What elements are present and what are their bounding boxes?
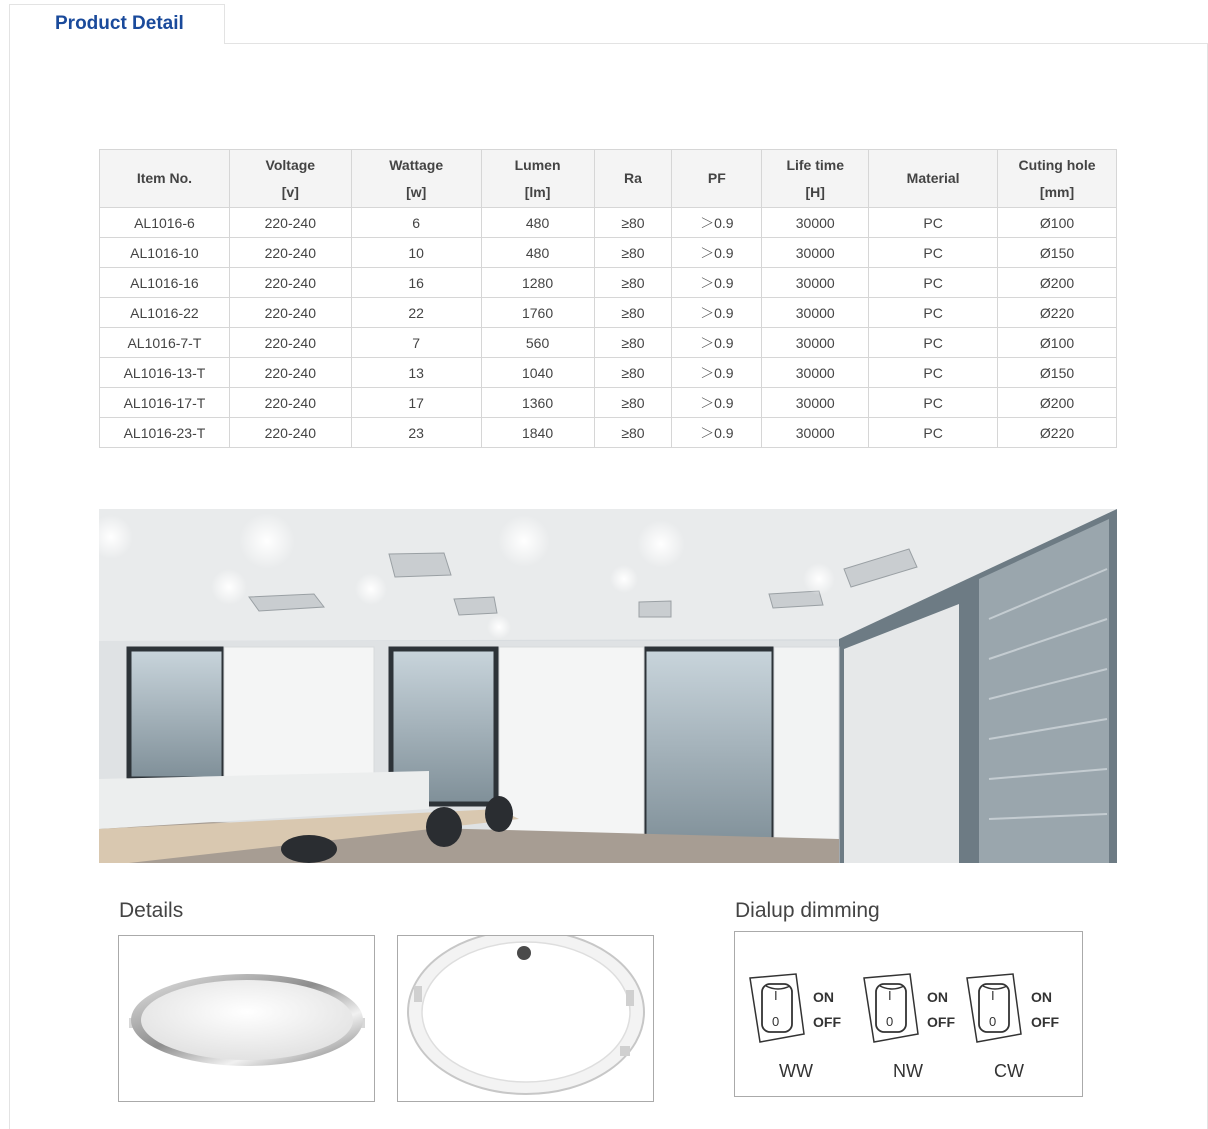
table-cell: ≥80 xyxy=(594,238,672,268)
switch-on-label: ON xyxy=(927,989,948,1005)
dimming-switch-cw xyxy=(965,972,1025,1047)
switch-label-ww: WW xyxy=(779,1061,813,1081)
table-cell: ＞0.9 xyxy=(672,358,762,388)
table-cell: 6 xyxy=(351,208,481,238)
table-cell: 30000 xyxy=(762,388,869,418)
switch-off-label: OFF xyxy=(1031,1014,1059,1030)
detail-image-back xyxy=(397,935,654,1102)
table-cell: Ø150 xyxy=(998,358,1117,388)
tab-product-detail[interactable] xyxy=(9,4,225,44)
table-row xyxy=(100,298,1117,328)
switch-pos-one: I xyxy=(991,988,995,1003)
table-cell: AL1016-22 xyxy=(100,298,230,328)
table-cell: 30000 xyxy=(762,268,869,298)
table-cell: 13 xyxy=(351,358,481,388)
table-cell: 30000 xyxy=(762,328,869,358)
office-illustration xyxy=(99,509,1117,863)
table-cell: 30000 xyxy=(762,208,869,238)
header-wattage: Wattage [w] xyxy=(351,150,481,208)
table-cell: 22 xyxy=(351,298,481,328)
table-cell: 30000 xyxy=(762,238,869,268)
downlight-back-icon xyxy=(398,936,653,1101)
switch-pos-zero: 0 xyxy=(772,1014,780,1029)
table-cell: AL1016-6 xyxy=(100,208,230,238)
table-cell: PC xyxy=(869,418,998,448)
table-cell: Ø220 xyxy=(998,298,1117,328)
table-cell: 560 xyxy=(481,328,594,358)
table-cell: ≥80 xyxy=(594,268,672,298)
table-cell: AL1016-17-T xyxy=(100,388,230,418)
table-cell: 1760 xyxy=(481,298,594,328)
switch-on-label: ON xyxy=(813,989,834,1005)
rocker-switch-icon xyxy=(862,972,922,1047)
switch-label-nw: NW xyxy=(893,1061,923,1081)
table-row xyxy=(100,358,1117,388)
table-cell: 220-240 xyxy=(229,238,351,268)
switch-cw-labels xyxy=(1031,985,1059,1035)
table-cell: AL1016-10 xyxy=(100,238,230,268)
dimming-switch-ww xyxy=(748,972,808,1047)
table-row xyxy=(100,388,1117,418)
table-cell: 1280 xyxy=(481,268,594,298)
header-lumen: Lumen [lm] xyxy=(481,150,594,208)
table-cell: PC xyxy=(869,298,998,328)
switch-nw-labels xyxy=(927,985,955,1035)
table-cell: 1840 xyxy=(481,418,594,448)
table-cell: Ø220 xyxy=(998,418,1117,448)
spec-table xyxy=(99,149,1117,448)
table-cell: Ø200 xyxy=(998,268,1117,298)
header-voltage: Voltage [v] xyxy=(229,150,351,208)
table-cell: AL1016-13-T xyxy=(100,358,230,388)
table-cell: ≥80 xyxy=(594,298,672,328)
header-material: Material xyxy=(869,150,998,208)
dimming-switch-nw xyxy=(862,972,922,1047)
table-cell: PC xyxy=(869,388,998,418)
table-cell: Ø100 xyxy=(998,328,1117,358)
header-life-time: Life time [H] xyxy=(762,150,869,208)
office-photo xyxy=(99,509,1117,863)
header-item-no: Item No. xyxy=(100,150,230,208)
table-cell: 30000 xyxy=(762,298,869,328)
table-cell: ＞0.9 xyxy=(672,388,762,418)
table-row xyxy=(100,268,1117,298)
header-cuting-hole: Cuting hole [mm] xyxy=(998,150,1117,208)
table-cell: ≥80 xyxy=(594,358,672,388)
table-cell: 30000 xyxy=(762,358,869,388)
table-cell: PC xyxy=(869,328,998,358)
table-cell: 30000 xyxy=(762,418,869,448)
header-pf: PF xyxy=(672,150,762,208)
table-cell: 220-240 xyxy=(229,388,351,418)
table-row xyxy=(100,328,1117,358)
table-header-row xyxy=(100,150,1117,208)
table-cell: 480 xyxy=(481,208,594,238)
table-cell: ＞0.9 xyxy=(672,418,762,448)
header-ra: Ra xyxy=(594,150,672,208)
table-cell: 480 xyxy=(481,238,594,268)
table-row xyxy=(100,418,1117,448)
table-cell: 220-240 xyxy=(229,418,351,448)
details-title: Details xyxy=(119,899,184,922)
switch-off-label: OFF xyxy=(927,1014,955,1030)
table-cell: 220-240 xyxy=(229,268,351,298)
switch-off-label: OFF xyxy=(813,1014,841,1030)
table-cell: PC xyxy=(869,238,998,268)
table-cell: AL1016-16 xyxy=(100,268,230,298)
table-cell: ＞0.9 xyxy=(672,268,762,298)
table-cell: PC xyxy=(869,208,998,238)
table-cell: 7 xyxy=(351,328,481,358)
table-cell: AL1016-23-T xyxy=(100,418,230,448)
table-row xyxy=(100,238,1117,268)
table-cell: Ø200 xyxy=(998,388,1117,418)
rocker-switch-icon xyxy=(965,972,1025,1047)
switch-pos-one: I xyxy=(774,988,778,1003)
table-cell: 220-240 xyxy=(229,328,351,358)
switch-pos-zero: 0 xyxy=(886,1014,894,1029)
table-cell: ＞0.9 xyxy=(672,238,762,268)
table-row xyxy=(100,208,1117,238)
table-cell: 220-240 xyxy=(229,208,351,238)
table-cell: ＞0.9 xyxy=(672,208,762,238)
table-cell: PC xyxy=(869,268,998,298)
detail-image-front xyxy=(118,935,375,1102)
table-cell: ＞0.9 xyxy=(672,298,762,328)
rocker-switch-icon xyxy=(748,972,808,1047)
switch-ww-labels xyxy=(813,985,841,1035)
table-cell: ≥80 xyxy=(594,208,672,238)
table-cell: 220-240 xyxy=(229,298,351,328)
switch-pos-one: I xyxy=(888,988,892,1003)
table-cell: ≥80 xyxy=(594,418,672,448)
table-cell: 17 xyxy=(351,388,481,418)
table-cell: 10 xyxy=(351,238,481,268)
table-cell: PC xyxy=(869,358,998,388)
table-cell: ＞0.9 xyxy=(672,328,762,358)
table-cell: 16 xyxy=(351,268,481,298)
table-cell: ≥80 xyxy=(594,328,672,358)
table-cell: 23 xyxy=(351,418,481,448)
table-cell: ≥80 xyxy=(594,388,672,418)
table-cell: 1040 xyxy=(481,358,594,388)
tab-title: Product Detail xyxy=(55,13,184,34)
downlight-front-icon xyxy=(119,936,374,1101)
table-cell: Ø150 xyxy=(998,238,1117,268)
table-cell: Ø100 xyxy=(998,208,1117,238)
table-cell: 1360 xyxy=(481,388,594,418)
switch-on-label: ON xyxy=(1031,989,1052,1005)
switch-pos-zero: 0 xyxy=(989,1014,997,1029)
dimming-title: Dialup dimming xyxy=(735,899,880,922)
switch-label-cw: CW xyxy=(994,1061,1024,1081)
table-cell: 220-240 xyxy=(229,358,351,388)
table-cell: AL1016-7-T xyxy=(100,328,230,358)
